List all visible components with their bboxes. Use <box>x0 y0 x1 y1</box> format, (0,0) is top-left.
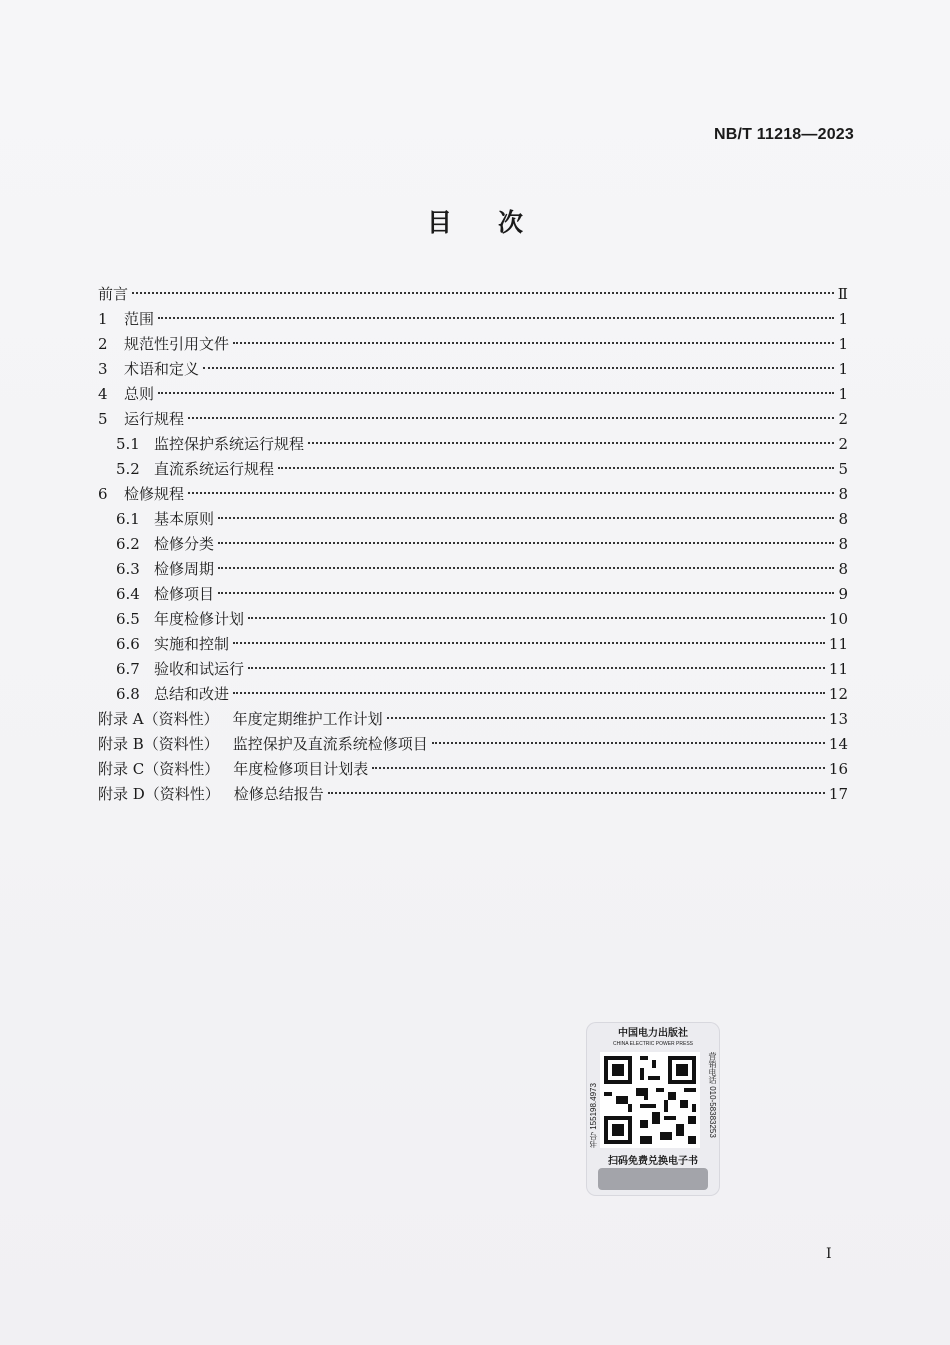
toc-entry-page: 9 <box>838 585 848 603</box>
toc-entry-page: 8 <box>838 510 848 528</box>
toc-entry-number: 5 <box>98 410 108 428</box>
toc-title-char-2: 次 <box>498 208 524 237</box>
toc-entry-label: 检修项目 <box>154 585 215 603</box>
dot-leader <box>233 642 825 644</box>
toc-entry[interactable] <box>98 707 854 732</box>
dot-leader <box>248 667 825 669</box>
toc-entry-label: 前言 <box>98 285 129 303</box>
toc-entry[interactable] <box>98 557 854 582</box>
toc-entry-page: 1 <box>838 335 848 353</box>
toc-entry-number: 6.1 <box>116 510 140 528</box>
toc-entry[interactable] <box>98 782 854 807</box>
toc-entry-label: 监控保护系统运行规程 <box>154 435 305 453</box>
toc-entry-number: 附录 B（资料性） <box>98 735 219 753</box>
toc-entry-label: 年度检修计划 <box>154 610 245 628</box>
table-of-contents <box>98 282 854 807</box>
toc-entry-label: 监控保护及直流系统检修项目 <box>232 735 428 753</box>
toc-entry-label: 年度检修项目计划表 <box>233 760 369 778</box>
toc-entry-label: 范围 <box>124 310 155 328</box>
toc-entry-number: 6.7 <box>116 660 140 678</box>
toc-entry[interactable] <box>98 332 854 357</box>
toc-entry-label: 检修分类 <box>154 535 215 553</box>
toc-entry-page: 2 <box>838 410 848 428</box>
toc-entry[interactable] <box>98 682 854 707</box>
toc-entry[interactable] <box>98 732 854 757</box>
toc-entry-label: 直流系统运行规程 <box>154 460 275 478</box>
page-number: I <box>826 1246 832 1262</box>
toc-entry-number: 2 <box>98 335 108 353</box>
toc-entry-page: Ⅱ <box>837 285 848 303</box>
toc-entry[interactable] <box>98 657 854 682</box>
toc-entry-page: 10 <box>828 610 848 628</box>
toc-entry-page: 2 <box>838 435 848 453</box>
publisher-english-name: CHINA ELECTRIC POWER PRESS <box>612 1041 693 1047</box>
isbn-text: 书号 155198.4973 <box>589 1083 598 1148</box>
toc-entry-number: 6.5 <box>116 610 140 628</box>
toc-entry-label: 总则 <box>124 385 155 403</box>
toc-entry-number: 附录 A（资料性） <box>98 710 219 728</box>
toc-entry-page: 17 <box>828 785 848 803</box>
toc-entry[interactable] <box>98 482 854 507</box>
toc-entry-label: 检修总结报告 <box>233 785 324 803</box>
toc-entry-number: 6 <box>98 485 108 503</box>
toc-entry-page: 12 <box>828 685 848 703</box>
toc-entry-page: 11 <box>828 660 848 678</box>
toc-entry-number: 4 <box>98 385 108 403</box>
toc-entry-page: 16 <box>828 760 848 778</box>
scratch-code-area[interactable] <box>598 1168 708 1190</box>
publisher-logo-text: 中国电力出版社 <box>618 1028 688 1039</box>
toc-entry-label: 规范性引用文件 <box>124 335 230 353</box>
dot-leader <box>188 417 834 419</box>
toc-entry-number: 附录 C（资料性） <box>98 760 220 778</box>
toc-title <box>0 203 950 239</box>
scan-instruction: 扫码免费兑换电子书 <box>608 1156 698 1167</box>
toc-entry[interactable] <box>98 407 854 432</box>
dot-leader <box>248 617 825 619</box>
dot-leader <box>218 567 834 569</box>
toc-entry-label: 总结和改进 <box>154 685 230 703</box>
toc-entry-label: 术语和定义 <box>124 360 200 378</box>
qr-code-icon[interactable] <box>600 1052 700 1148</box>
toc-entry-number: 3 <box>98 360 108 378</box>
dot-leader <box>432 742 825 744</box>
toc-entry-page: 13 <box>828 710 848 728</box>
toc-entry-number: 5.2 <box>116 460 140 478</box>
dot-leader <box>218 517 834 519</box>
toc-entry-page: 11 <box>828 635 848 653</box>
toc-entry[interactable] <box>98 432 854 457</box>
dot-leader <box>233 342 834 344</box>
toc-entry-number: 6.4 <box>116 585 140 603</box>
toc-entry-number: 6.3 <box>116 560 140 578</box>
toc-entry[interactable] <box>98 357 854 382</box>
toc-entry-number: 1 <box>98 310 108 328</box>
toc-entry[interactable] <box>98 632 854 657</box>
dot-leader <box>132 292 834 294</box>
toc-entry-page: 1 <box>838 360 848 378</box>
dot-leader <box>203 367 834 369</box>
toc-entry-page: 8 <box>838 560 848 578</box>
toc-entry-number: 附录 D（资料性） <box>98 785 220 803</box>
dot-leader <box>387 717 825 719</box>
toc-entry-page: 1 <box>838 310 848 328</box>
dot-leader <box>218 592 834 594</box>
toc-entry[interactable] <box>98 607 854 632</box>
toc-entry[interactable] <box>98 307 854 332</box>
dot-leader <box>188 492 834 494</box>
dot-leader <box>158 317 834 319</box>
toc-entry-page: 8 <box>838 535 848 553</box>
toc-entry-number: 6.2 <box>116 535 140 553</box>
toc-entry-number: 5.1 <box>116 435 140 453</box>
toc-title-char-1: 目 <box>426 208 452 237</box>
phone-text: 营销电话 010-58383253 <box>708 1052 717 1138</box>
toc-entry[interactable] <box>98 507 854 532</box>
toc-entry-label: 验收和试运行 <box>154 660 245 678</box>
toc-entry-label: 运行规程 <box>124 410 185 428</box>
toc-entry-page: 14 <box>828 735 848 753</box>
toc-entry[interactable] <box>98 282 854 307</box>
dot-leader <box>308 442 834 444</box>
toc-entry[interactable] <box>98 457 854 482</box>
standard-code: NB/T 11218—2023 <box>714 126 854 143</box>
toc-entry-number: 6.6 <box>116 635 140 653</box>
toc-entry-page: 1 <box>838 385 848 403</box>
toc-entry[interactable] <box>98 382 854 407</box>
dot-leader <box>372 767 825 769</box>
toc-entry-label: 检修周期 <box>154 560 215 578</box>
toc-entry-page: 5 <box>838 460 848 478</box>
toc-entry[interactable] <box>98 532 854 557</box>
toc-entry-label: 年度定期维护工作计划 <box>232 710 383 728</box>
dot-leader <box>278 467 834 469</box>
toc-entry-number: 6.8 <box>116 685 140 703</box>
toc-entry-page: 8 <box>838 485 848 503</box>
dot-leader <box>233 692 825 694</box>
toc-entry[interactable] <box>98 582 854 607</box>
dot-leader <box>328 792 825 794</box>
toc-entry-label: 实施和控制 <box>154 635 230 653</box>
toc-entry-label: 检修规程 <box>124 485 185 503</box>
ebook-qr-badge <box>586 1022 720 1196</box>
dot-leader <box>218 542 834 544</box>
dot-leader <box>158 392 834 394</box>
toc-entry[interactable] <box>98 757 854 782</box>
toc-entry-label: 基本原则 <box>154 510 215 528</box>
